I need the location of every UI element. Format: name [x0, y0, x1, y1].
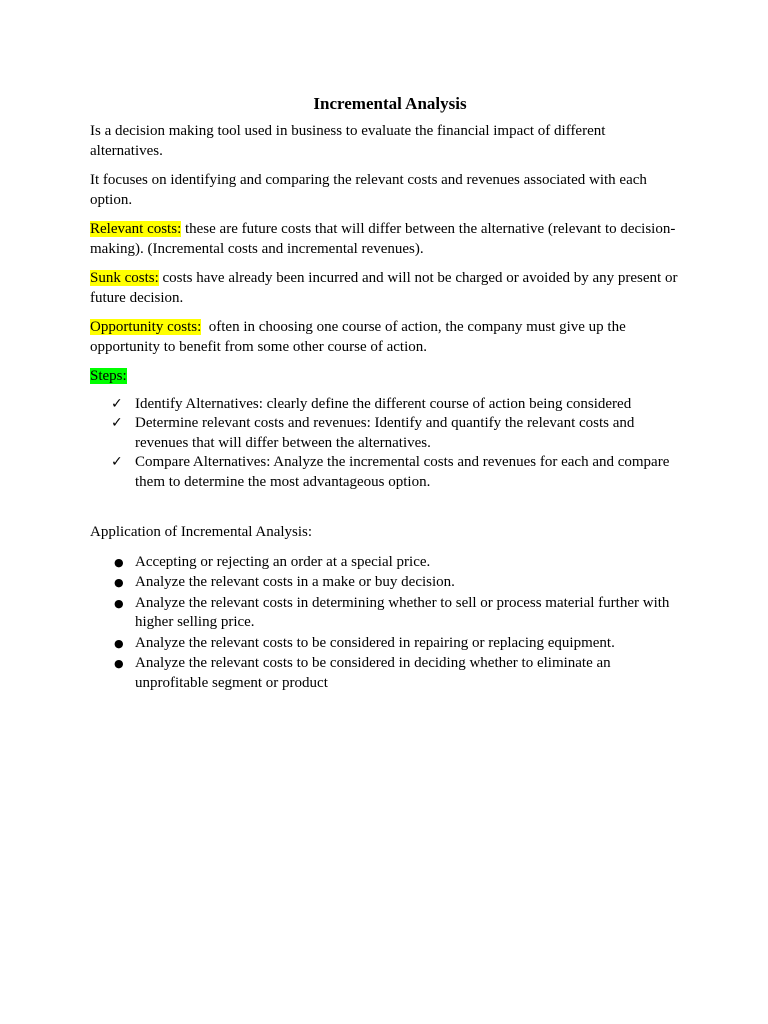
term-highlight: Sunk costs:	[90, 270, 159, 286]
list-item	[90, 634, 678, 654]
definition-relevant-costs	[90, 220, 678, 259]
checkmark-icon: ✓	[111, 395, 123, 412]
list-item	[90, 414, 678, 453]
page-title: Incremental Analysis	[313, 94, 467, 113]
application-text: Analyze the relevant costs in determining whether to sell or process material further with higher selling price.	[135, 594, 670, 630]
application-text: Accepting or rejecting an order at a special price.	[135, 553, 431, 570]
bullet-dot-icon: ●	[114, 576, 124, 589]
bullet-dot-icon: ●	[114, 657, 124, 670]
step-text: Determine relevant costs and revenues: Identify and quantify the relevant costs and revenues that will differ between the alternatives.	[135, 415, 635, 451]
definition-text: costs have already been incurred and will not be charged or avoided by any present or future decision.	[90, 270, 678, 306]
step-text: Identify Alternatives: clearly define the different course of action being considered	[135, 395, 632, 412]
checkmark-icon: ✓	[111, 454, 123, 470]
list-item	[90, 573, 678, 593]
steps-label: Steps:	[90, 368, 127, 384]
applications-list	[90, 553, 678, 694]
step-text: Compare Alternatives: Analyze the incremental costs and revenues for each and compare them to determine the most advantageous option.	[135, 454, 670, 490]
term-highlight: Opportunity costs:	[90, 319, 202, 335]
application-text: Analyze the relevant costs to be considered in repairing or replacing equipment.	[135, 634, 615, 651]
bullet-dot-icon: ●	[114, 555, 124, 569]
list-item	[90, 594, 678, 633]
bullet-dot-icon: ●	[114, 596, 124, 610]
list-item	[90, 553, 678, 573]
document-body	[90, 93, 678, 694]
list-item	[90, 453, 678, 492]
intro-paragraph: It focuses on identifying and comparing the relevant costs and revenues associated with each option.	[90, 172, 647, 208]
list-item	[90, 654, 678, 693]
checkmark-icon: ✓	[111, 415, 123, 431]
application-heading: Application of Incremental Analysis:	[90, 524, 313, 540]
list-item	[90, 395, 678, 415]
definition-sunk-costs	[90, 269, 678, 308]
term-highlight: Relevant costs:	[90, 221, 182, 237]
definition-opportunity-costs	[90, 318, 678, 357]
bullet-dot-icon: ●	[114, 636, 124, 650]
steps-label-line	[90, 367, 678, 387]
definition-text: these are future costs that will differ between the alternative (relevant to decision-making). (Incremental costs and incremental revenues).	[90, 221, 676, 257]
steps-list	[90, 395, 678, 493]
application-text: Analyze the relevant costs to be considered in deciding whether to eliminate an unprofitable segment or product	[135, 655, 611, 691]
intro-paragraph: Is a decision making tool used in business to evaluate the financial impact of different alternatives.	[90, 123, 606, 159]
application-text: Analyze the relevant costs in a make or buy decision.	[135, 574, 455, 590]
definition-text: often in choosing one course of action, the company must give up the opportunity to benefit from some other course of action.	[90, 319, 630, 355]
